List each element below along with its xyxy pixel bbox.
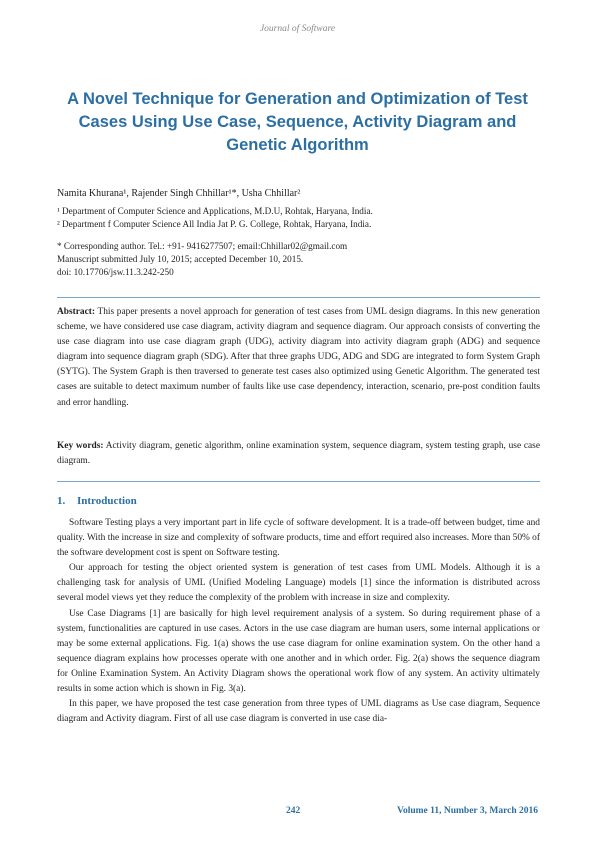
abstract-label: Abstract:	[57, 307, 96, 317]
body-paragraph: Our approach for testing the object oriented system is generation of test cases from UML Models. Although it is a challenging task for analysis of UML (Unified Modeling Language) models [1] since the information is distributed across several model views yet they reduce the complexity of the problem with increase in size and complexity.	[57, 563, 540, 604]
paper-title: A Novel Technique for Generation and Optimization of Test Cases Using Use Case, Sequence, Activity Diagram and Genetic Algorithm	[67, 90, 528, 154]
section-heading-introduction	[57, 495, 137, 507]
manuscript-dates: Manuscript submitted July 10, 2015; accepted December 10, 2015.	[57, 254, 304, 264]
divider-top	[57, 297, 540, 298]
affiliation-2: ² Department f Computer Science All India Jat P. G. College, Rohtak, Haryana, India.	[57, 219, 372, 229]
keywords-label: Key words:	[57, 441, 104, 451]
section-title: Introduction	[77, 495, 137, 507]
section-number: 1.	[57, 495, 66, 507]
body-paragraph: Software Testing plays a very important part in life cycle of software development. It is a trade-off between budget, time and quality. With the increase in size and complexity of software products, time and effort required also increases. More than 50% of the software development cost is spent on Software testing.	[57, 518, 540, 559]
keywords-text: Activity diagram, genetic algorithm, online examination system, sequence diagram, system testing graph, use case diagram.	[57, 441, 540, 467]
running-head: Journal of Software	[259, 24, 336, 34]
volume-info: Volume 11, Number 3, March 2016	[396, 806, 538, 816]
body-paragraph: Use Case Diagrams [1] are basically for high level requirement analysis of a system. So during requirement phase of a system, functionalities are captured in use cases. Actors in the use case diagram are human users, some internal applications or may be some external applications. Fig. 1(a) shows the use case diagram for online examination system. On the other hand a sequence diagram explains how processes operate with one another and in which order. Fig. 2(a) shows the sequence diagram for Online Examination System. An Activity Diagram shows the operational work flow of any system. An activity ultimately results in some action which is shown in Fig. 3(a).	[57, 608, 540, 695]
body-paragraph: In this paper, we have proposed the test case generation from three types of UML diagrams as Use case diagram, Sequence diagram and Activity diagram. First of all use case diagram is converted in use case dia-	[57, 699, 540, 725]
introduction-body	[57, 516, 540, 727]
page-number: 242	[286, 806, 301, 816]
keywords	[57, 439, 540, 469]
abstract	[57, 305, 540, 411]
divider-bottom	[57, 481, 540, 482]
affiliation-1: ¹ Department of Computer Science and Applications, M.D.U, Rohtak, Haryana, India.	[57, 206, 373, 216]
corresponding-author: * Corresponding author. Tel.: +91- 9416277507; email:Chhillar02@gmail.com	[57, 241, 348, 251]
doi: doi: 10.17706/jsw.11.3.242-250	[57, 267, 174, 277]
abstract-text: This paper presents a novel approach for generation of test cases from UML design diagrams. In this new generation scheme, we have considered use case diagram, activity diagram and sequence diagram. Our approach consists of converting the use case diagram into use case diagram graph (UDG), activity diagram into activity diagram graph (ADG) and sequence diagram into sequence diagram graph (SDG). After that three graphs UDG, ADG and SDG are integrated to form System Graph (SYTG). The System Graph is then traversed to generate test cases also optimized using Genetic Algorithm. The generated test cases are suitable to detect maximum number of faults like use case dependency, interaction, scenario, pre-post condition faults and error handling.	[57, 307, 540, 408]
author-list: Namita Khurana¹, Rajender Singh Chhillar¹*, Usha Chhillar²	[57, 188, 301, 199]
